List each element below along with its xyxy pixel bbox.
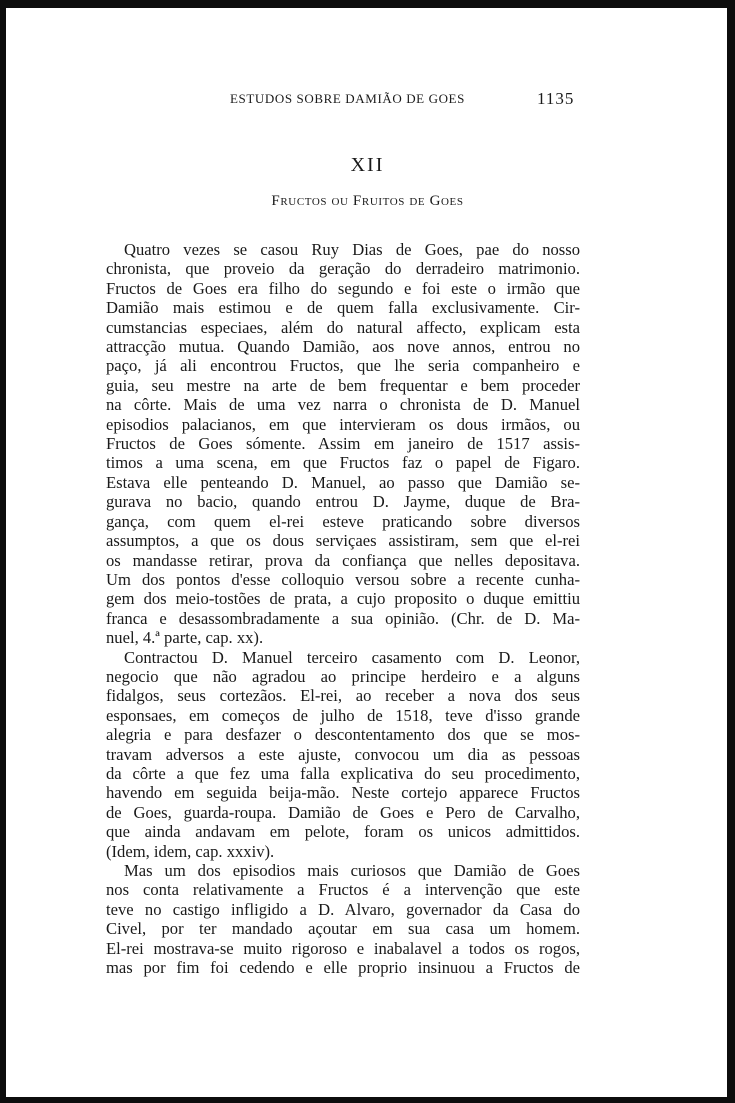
paragraph-1 [106,240,580,648]
text-line: os mandasse retirar, prova da confiança que nelles depositava. [106,550,580,570]
text-line: teve no castigo infligido a D. Alvaro, governador da Casa do [106,899,580,919]
text-line: alegria e para desfazer o descontentamento dos que se mos- [106,725,580,745]
text-line: Civel, por ter mandado açoutar em sua casa um homem. [106,919,580,939]
text-line: chronista, que proveio da geração do derradeiro matrimonio. [106,259,580,279]
text-line: Fructos de Goes sómente. Assim em janeiro de 1517 assis- [106,434,580,454]
text-line: timos a uma scena, em que Fructos faz o papel de Figaro. [106,453,580,473]
text-line: Fructos de Goes era filho do segundo e foi este o irmão que [106,278,580,298]
running-title: ESTUDOS SOBRE DAMIÃO DE GOES [230,91,465,106]
running-head [0,91,735,111]
text-line: da côrte a que fez uma falla explicativa do seu procedimento, [106,763,580,783]
text-line: na côrte. Mais de uma vez narra o chronista de D. Manuel [106,395,580,415]
body-text [106,240,580,977]
text-line: Mas um dos episodios mais curiosos que Damião de Goes [124,861,580,880]
text-line: esponsaes, em começos de julho de 1518, teve d'isso grande [106,705,580,725]
text-line: episodios palacianos, em que intervieram os dous irmãos, ou [106,414,580,434]
text-line: gem dos meio-tostões de prata, a cujo proposito o duque emittiu [106,589,580,609]
paragraph-2 [106,648,580,861]
text-line: fidalgos, seus cortezãos. El-rei, ao receber a nova dos seus [106,686,580,706]
text-line: Damião mais estimou e de quem falla exclusivamente. Cir- [106,298,580,318]
text-line: nuel, 4.ª parte, cap. xx). [106,628,264,648]
text-line: Contractou D. Manuel terceiro casamento com D. Leonor, [124,647,580,667]
text-line: attracção mutua. Quando Damião, aos nove annos, entrou no [106,337,580,357]
scan-border-bottom [0,1097,735,1103]
text-line: nos conta relativamente a Fructos é a intervenção que este [106,880,580,900]
text-line: mas por fim foi cedendo e elle proprio insinuou a Fructos de [106,958,580,978]
text-line: gurava no bacio, quando entrou D. Jayme, duque de Bra- [106,492,580,512]
text-line: cumstancias especiaes, além do natural affecto, explicam esta [106,317,580,337]
text-line: havendo em seguida beija-mão. Neste cortejo apparece Fructos [106,783,580,803]
text-line: (Idem, idem, cap. xxxiv). [106,841,275,861]
text-line: Um dos pontos d'esse colloquio versou sobre a recente cunha- [106,569,580,589]
text-line: negocio que não agradou ao principe herdeiro e a alguns [106,666,580,686]
text-line: assumptos, a que os dous serviçaes assistiram, sem que el-rei [106,531,580,551]
chapter-number: XII [350,154,385,176]
text-line: gança, com quem el-rei esteve praticando sobre diversos [106,511,580,531]
text-line: de Goes, guarda-roupa. Damião de Goes e Pero de Carvalho, [106,802,580,822]
text-line: franca e desassombradamente a sua opinião. (Chr. de D. Ma- [106,608,580,628]
scan-border-top [0,0,735,8]
text-line: travam adversos a este ajuste, convocou um dia as pessoas [106,744,580,764]
page-number: 1135 [537,89,575,108]
paragraph-3 [106,861,580,977]
text-line: que ainda andavam em pelote, foram os unicos admittidos. [106,822,580,842]
text-line: paço, já ali encontrou Fructos, que lhe seria companheiro e [106,356,580,376]
chapter-title: Fructos ou Fruitos de Goes [271,193,464,209]
text-line: Quatro vezes se casou Ruy Dias de Goes, pae do nosso [124,240,580,259]
text-line: El-rei mostrava-se muito rigoroso e inabalavel a todos os rogos, [106,938,580,958]
text-line: Estava elle penteando D. Manuel, ao passo que Damião se- [106,472,580,492]
text-line: guia, seu mestre na arte de bem frequentar e bem proceder [106,375,580,395]
